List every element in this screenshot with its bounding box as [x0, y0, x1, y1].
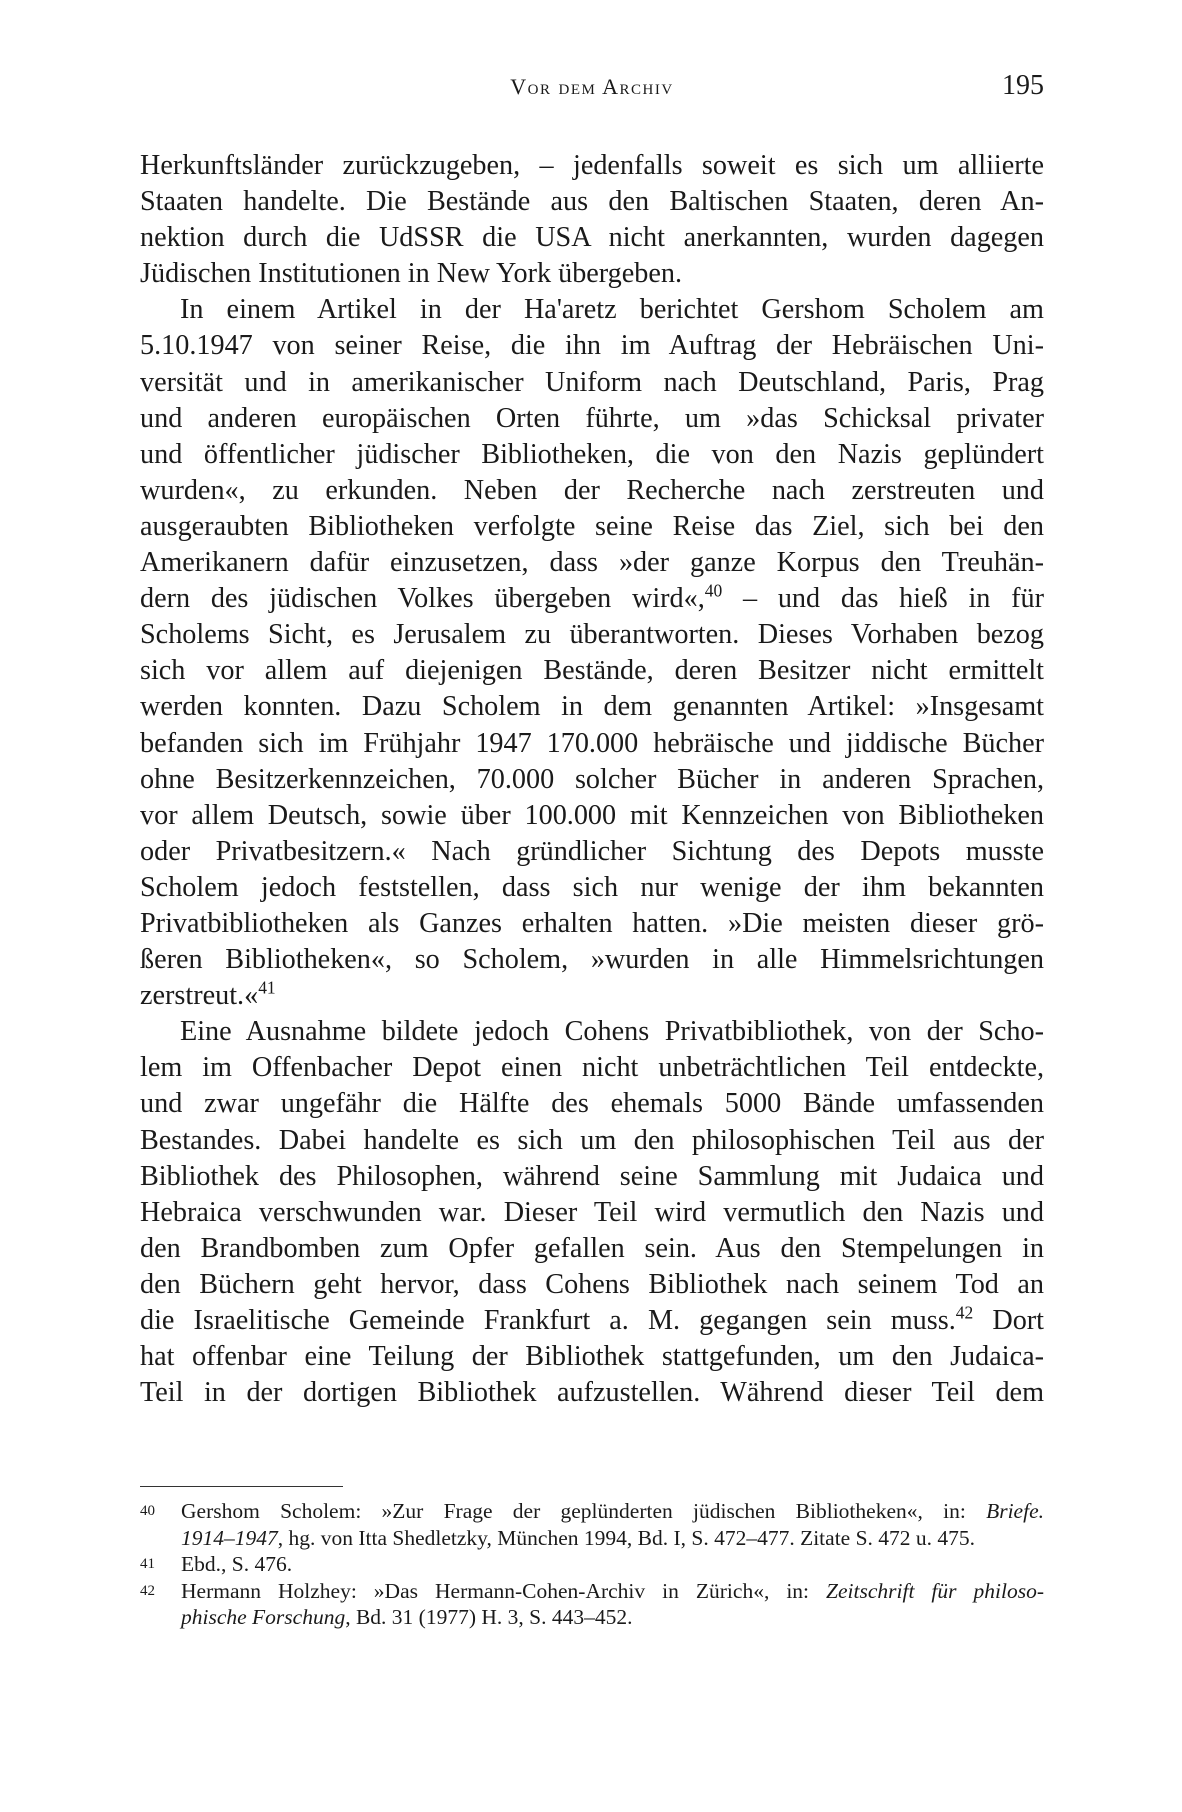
text-line: Staaten handelte. Die Bestände aus den Baltischen Staaten, deren An- — [140, 186, 1044, 218]
running-title: Vor dem Archiv — [510, 74, 674, 99]
footnote-text: , hg. von Itta Shedletzky, München 1994, Bd. I, S. 472–477. Zitate S. 472 u. 475. — [277, 1525, 976, 1550]
footnote-text: Gershom Scholem: »Zur Frage der geplünderten jüdischen Bibliotheken«, in: — [181, 1499, 987, 1523]
text-line: den Brandbomben zum Opfer gefallen sein. Aus den Stempelungen in — [140, 1232, 1044, 1264]
text-line: ohne Besitzerkennzeichen, 70.000 solcher Bücher in anderen Sprachen, — [140, 763, 1044, 795]
text-line — [140, 978, 1044, 1014]
text-line: wurden«, zu erkunden. Neben der Recherche nach zerstreuten und — [140, 474, 1044, 506]
footnote-line — [181, 1578, 1044, 1605]
text-line: ßeren Bibliotheken«, so Scholem, »wurden in alle Himmelsrichtungen — [140, 944, 1044, 976]
text-line: hat offenbar eine Teilung der Bibliothek stattgefunden, um den Judaica- — [140, 1341, 1044, 1373]
text-line: lem im Offenbacher Depot einen nicht unbeträchtlichen Teil entdeckte, — [140, 1052, 1044, 1084]
text-line: ausgeraubten Bibliotheken verfolgte seine Reise das Ziel, sich bei den — [140, 510, 1044, 542]
text-line — [140, 1303, 1044, 1339]
footnote-italic-text: 1914–1947 — [181, 1525, 278, 1550]
footnote-40 — [140, 1498, 1044, 1551]
text-line: Herkunftsländer zurückzugeben, – jedenfalls soweit es sich um alliierte — [140, 150, 1044, 181]
footnote-italic-text: Zeitschrift für philoso- — [826, 1578, 1044, 1603]
footnote-text: Ebd., S. 476. — [181, 1552, 293, 1576]
text-segment: dern des jüdischen Volkes übergeben wird«, — [140, 583, 705, 615]
footnote-ref-41[interactable]: 41 — [258, 977, 276, 998]
footnote-italic-text: Briefe. — [986, 1499, 1044, 1523]
text-line — [140, 581, 1044, 617]
footnote-separator — [140, 1486, 343, 1487]
footnote-text: , Bd. 31 (1977) H. 3, S. 443–452. — [345, 1605, 633, 1629]
footnote-number: 42 — [140, 1582, 155, 1599]
text-line: Jüdischen Institutionen in New York übergeben. — [140, 258, 683, 290]
text-line: Bestandes. Dabei handelte es sich um den philosophischen Teil aus der — [140, 1124, 1044, 1156]
text-line: und anderen europäischen Orten führte, um »das Schicksal privater — [140, 402, 1044, 434]
footnote-text: Hermann Holzhey: »Das Hermann-Cohen-Archiv in Zürich«, in: — [181, 1578, 827, 1603]
footnote-line — [181, 1525, 1044, 1552]
page-number: 195 — [1002, 70, 1044, 101]
text-line: Teil in der dortigen Bibliothek aufzustellen. Während dieser Teil dem — [140, 1377, 1044, 1409]
text-segment: – und das hieß in für — [722, 583, 1044, 615]
text-line: Eine Ausnahme bildete jedoch Cohens Privatbibliothek, von der Scho- — [180, 1016, 1044, 1048]
text-line: Scholems Sicht, es Jerusalem zu überantworten. Dieses Vorhaben bezog — [140, 619, 1044, 651]
footnote-ref-40[interactable]: 40 — [704, 580, 723, 601]
text-line: oder Privatbesitzern.« Nach gründlicher Sichtung des Depots musste — [140, 835, 1044, 867]
text-line: In einem Artikel in der Ha'aretz berichtet Gershom Scholem am — [180, 294, 1044, 326]
text-segment: zerstreut.« — [140, 980, 259, 1012]
text-line: Scholem jedoch feststellen, dass sich nur wenige der ihm bekannten — [140, 871, 1044, 903]
text-line: werden konnten. Dazu Scholem in dem genannten Artikel: »Insgesamt — [140, 691, 1044, 723]
text-line: 5.10.1947 von seiner Reise, die ihn im Auftrag der Hebräischen Uni- — [140, 330, 1044, 362]
text-line: Bibliothek des Philosophen, während seine Sammlung mit Judaica und — [140, 1160, 1044, 1192]
text-line: Hebraica verschwunden war. Dieser Teil wird vermutlich den Nazis und — [140, 1196, 1044, 1228]
text-line: nektion durch die UdSSR die USA nicht anerkannten, wurden dagegen — [140, 222, 1044, 254]
text-line: und zwar ungefähr die Hälfte des ehemals 5000 Bände umfassenden — [140, 1088, 1044, 1120]
footnote-line — [181, 1604, 1044, 1631]
text-line: und öffentlicher jüdischer Bibliotheken, die von den Nazis geplündert — [140, 438, 1044, 470]
footnote-line — [181, 1498, 1044, 1525]
page-header — [140, 70, 1044, 114]
text-line: sich vor allem auf diejenigen Bestände, deren Besitzer nicht ermittelt — [140, 655, 1044, 687]
text-line: den Büchern geht hervor, dass Cohens Bibliothek nach seinem Tod an — [140, 1268, 1044, 1300]
body-text — [140, 148, 1044, 1411]
footnote-number: 41 — [140, 1556, 155, 1572]
text-line: Amerikanern dafür einzusetzen, dass »der ganze Korpus den Treuhän- — [140, 547, 1044, 579]
footnote-ref-42[interactable]: 42 — [955, 1302, 974, 1323]
text-line: befanden sich im Frühjahr 1947 170.000 hebräische und jiddische Bücher — [140, 727, 1044, 759]
text-line: vor allem Deutsch, sowie über 100.000 mit Kennzeichen von Bibliotheken — [140, 799, 1044, 831]
footnotes — [140, 1498, 1044, 1631]
footnote-42 — [140, 1578, 1044, 1631]
footnote-number: 40 — [140, 1503, 155, 1519]
footnote-italic-text: phische Forschung — [181, 1605, 346, 1629]
text-segment: die Israelitische Gemeinde Frankfurt a. M. gegangen sein muss. — [140, 1305, 956, 1336]
text-segment: Dort — [973, 1305, 1044, 1336]
text-line: versität und in amerikanischer Uniform nach Deutschland, Paris, Prag — [140, 366, 1044, 398]
footnote-41 — [140, 1551, 1044, 1578]
text-line: Privatbibliotheken als Ganzes erhalten hatten. »Die meisten dieser grö- — [140, 907, 1044, 939]
